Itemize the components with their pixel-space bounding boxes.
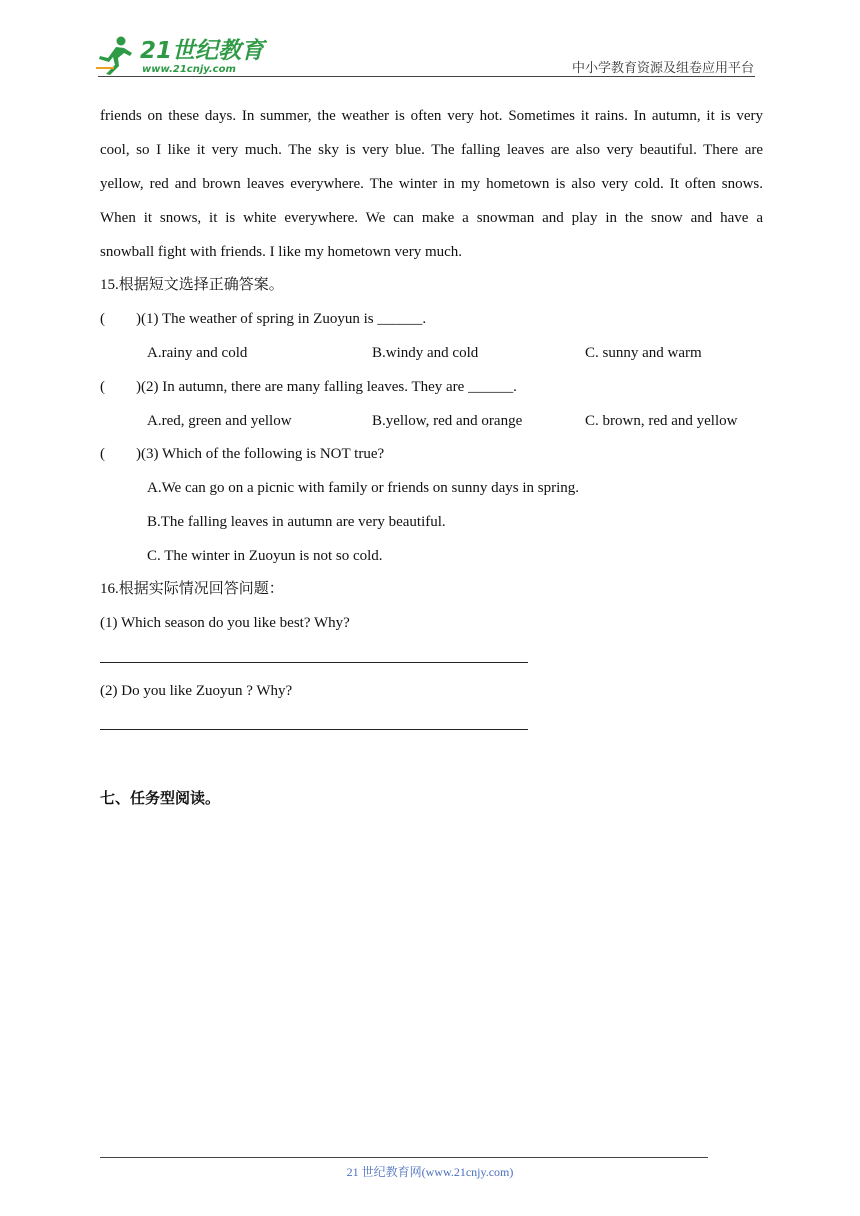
q15-3-stem: )(3) Which of the following is NOT true? — [136, 446, 385, 462]
q15-2-option-c: C. brown, red and yellow — [585, 413, 738, 429]
q15-3-option-b: B.The falling leaves in autumn are very beautiful. — [147, 514, 446, 530]
q15-1-stem: )(1) The weather of spring in Zuoyun is ______. — [136, 311, 427, 327]
passage-line: yellow, red and brown leaves everywhere. The winter in my hometown is also very cold. It often snows. — [100, 176, 763, 192]
logo-runner-icon — [94, 34, 134, 76]
q15-2-option-b: B.yellow, red and orange — [372, 413, 523, 429]
q16-1-answer-line[interactable] — [100, 662, 528, 663]
passage-line: snowball fight with friends. I like my hometown very much. — [100, 244, 463, 260]
passage-line: friends on these days. In summer, the weather is often very hot. Sometimes it rains. In autumn, it is very — [100, 108, 763, 124]
footer-divider — [100, 1157, 708, 1158]
header-subtitle: 中小学教育资源及组卷应用平台 — [572, 60, 755, 75]
q16-heading: 16.根据实际情况回答问题： — [100, 581, 284, 597]
q15-3-option-a: A.We can go on a picnic with family or friends on sunny days in spring. — [147, 480, 580, 496]
q15-2-stem: )(2) In autumn, there are many falling leaves. They are ______. — [136, 379, 517, 395]
q16-2-answer-line[interactable] — [100, 729, 528, 730]
q15-1-option-a: A.rainy and cold — [147, 345, 248, 361]
logo-title: 21世纪教育 — [140, 38, 265, 64]
logo-url: www.21cnjy.com — [142, 64, 236, 75]
passage-line: cool, so I like it very much. The sky is very blue. The falling leaves are also very beautiful. There are — [100, 142, 763, 158]
answer-paren: ( — [100, 311, 105, 327]
q15-2-option-a: A.red, green and yellow — [147, 413, 292, 429]
q15-3-option-c: C. The winter in Zuoyun is not so cold. — [147, 548, 383, 564]
q16-2-question: (2) Do you like Zuoyun ? Why? — [100, 683, 293, 699]
passage-line: When it snows, it is white everywhere. We can make a snowman and play in the snow and have a — [100, 210, 763, 226]
footer-text: 21 世纪教育网(www.21cnjy.com) — [346, 1165, 514, 1179]
q15-1-option-c: C. sunny and warm — [585, 345, 702, 361]
q16-1-question: (1) Which season do you like best? Why? — [100, 615, 350, 631]
header-divider — [98, 76, 755, 77]
q15-heading: 15.根据短文选择正确答案。 — [100, 277, 284, 293]
answer-paren: ( — [100, 446, 105, 462]
section-7-heading: 七、任务型阅读。 — [100, 789, 221, 807]
q15-1-option-b: B.windy and cold — [372, 345, 479, 361]
answer-paren: ( — [100, 379, 105, 395]
